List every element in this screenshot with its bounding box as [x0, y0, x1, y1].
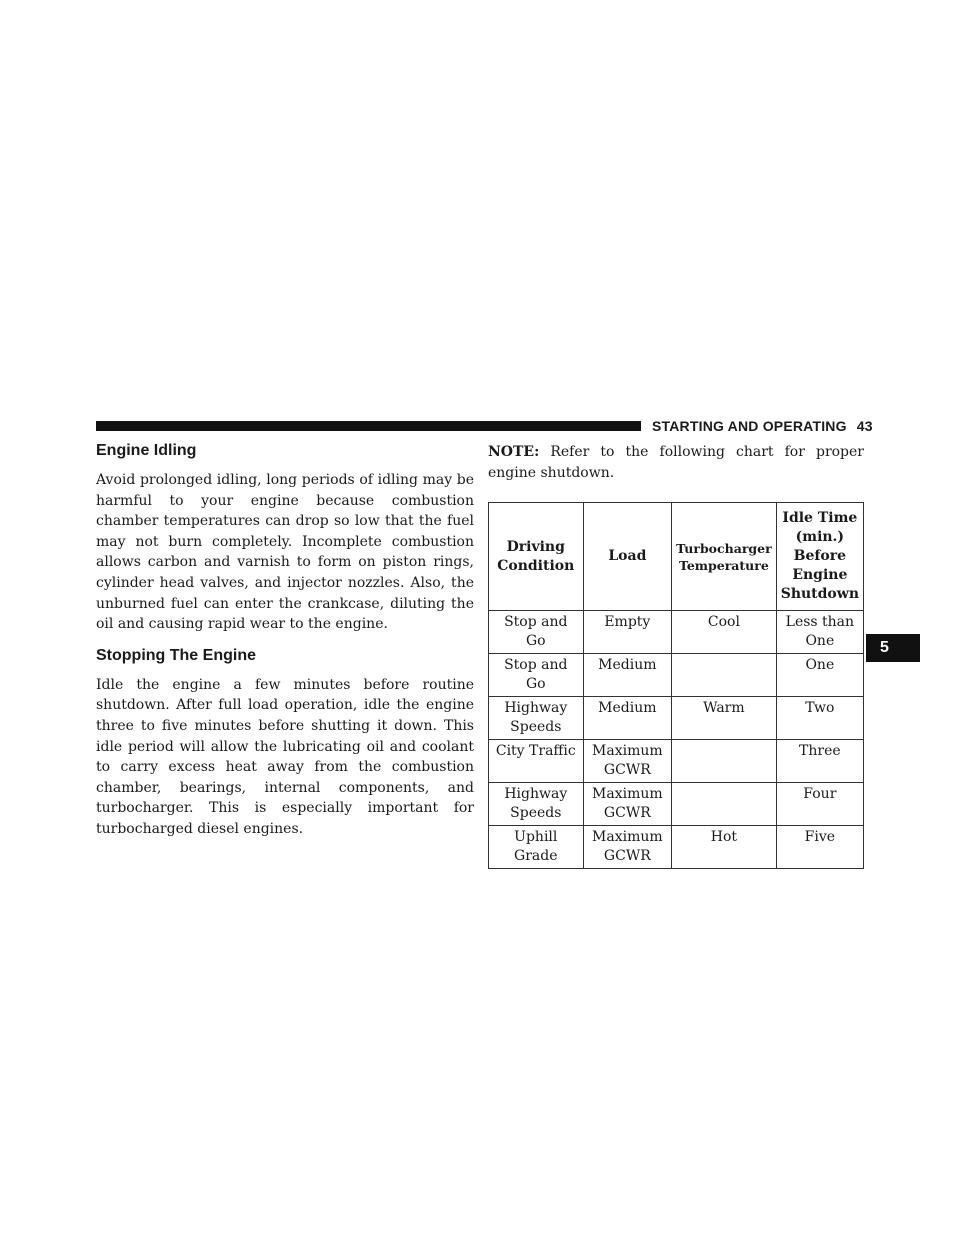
cell-turbo-temp: Hot [672, 826, 777, 869]
cell-idle-time: Two [776, 697, 863, 740]
header-load: Load [583, 503, 672, 611]
cell-turbo-temp [672, 740, 777, 783]
table-row [489, 740, 864, 783]
cell-idle-time: Three [776, 740, 863, 783]
section-title: STARTING AND OPERATING [652, 418, 847, 434]
cell-condition: Highway Speeds [489, 783, 584, 826]
table-row [489, 697, 864, 740]
heading-stopping-engine: Stopping The Engine [96, 646, 256, 664]
left-column [96, 442, 474, 840]
cell-turbo-temp [672, 654, 777, 697]
cell-load: Empty [583, 611, 672, 654]
header-idle-time: Idle Time (min.) Before Engine Shutdown [776, 503, 863, 611]
note-label: NOTE: [488, 444, 540, 460]
table-row [489, 654, 864, 697]
page-number: 43 [856, 418, 873, 434]
heading-engine-idling: Engine Idling [96, 442, 197, 459]
cell-idle-time: Less than One [776, 611, 863, 654]
header-rule [96, 421, 641, 431]
cell-idle-time: One [776, 654, 863, 697]
header-turbo-temp: Turbocharger Temperature [672, 503, 777, 611]
header-driving-condition: Driving Condition [489, 503, 584, 611]
cell-turbo-temp: Cool [672, 611, 777, 654]
idle-time-table [488, 502, 864, 869]
right-column [488, 442, 864, 869]
cell-condition: City Traffic [489, 740, 584, 783]
note-text: Refer to the following chart for proper engine shutdown. [488, 444, 865, 481]
cell-condition: Stop and Go [489, 654, 584, 697]
cell-turbo-temp: Warm [672, 697, 777, 740]
cell-load: Medium [583, 654, 672, 697]
cell-idle-time: Five [776, 826, 863, 869]
cell-idle-time: Four [776, 783, 863, 826]
cell-load: Maximum GCWR [583, 826, 672, 869]
table-row [489, 611, 864, 654]
cell-condition: Stop and Go [489, 611, 584, 654]
cell-condition: Highway Speeds [489, 697, 584, 740]
table-row [489, 826, 864, 869]
table-row [489, 783, 864, 826]
table-header-row [489, 503, 864, 611]
paragraph-engine-idling: Avoid prolonged idling, long periods of idling may be harmful to your engine because combustion chamber temperatures can drop so low that the fuel may not burn completely. Incomplete combustion allows carbon and varnish to form on piston rings, cylinder head valves, and injector nozzles. Also, the unburned fuel can enter the crankcase, diluting the oil and causing rapid wear to the engine. [96, 472, 474, 633]
paragraph-stopping-engine: Idle the engine a few minutes before routine shutdown. After full load operation, idle the engine three to five minutes before shutting it down. This idle period will allow the lubricating oil and coolant to carry excess heat away from the combustion chamber, bearings, internal components, and turbocharger. This is especially important for turbocharged diesel engines. [96, 676, 474, 837]
note-paragraph [488, 442, 864, 483]
cell-turbo-temp [672, 783, 777, 826]
cell-load: Maximum GCWR [583, 783, 672, 826]
chapter-tab: 5 [866, 634, 920, 662]
cell-load: Maximum GCWR [583, 740, 672, 783]
cell-load: Medium [583, 697, 672, 740]
running-header [652, 418, 873, 434]
cell-condition: Uphill Grade [489, 826, 584, 869]
